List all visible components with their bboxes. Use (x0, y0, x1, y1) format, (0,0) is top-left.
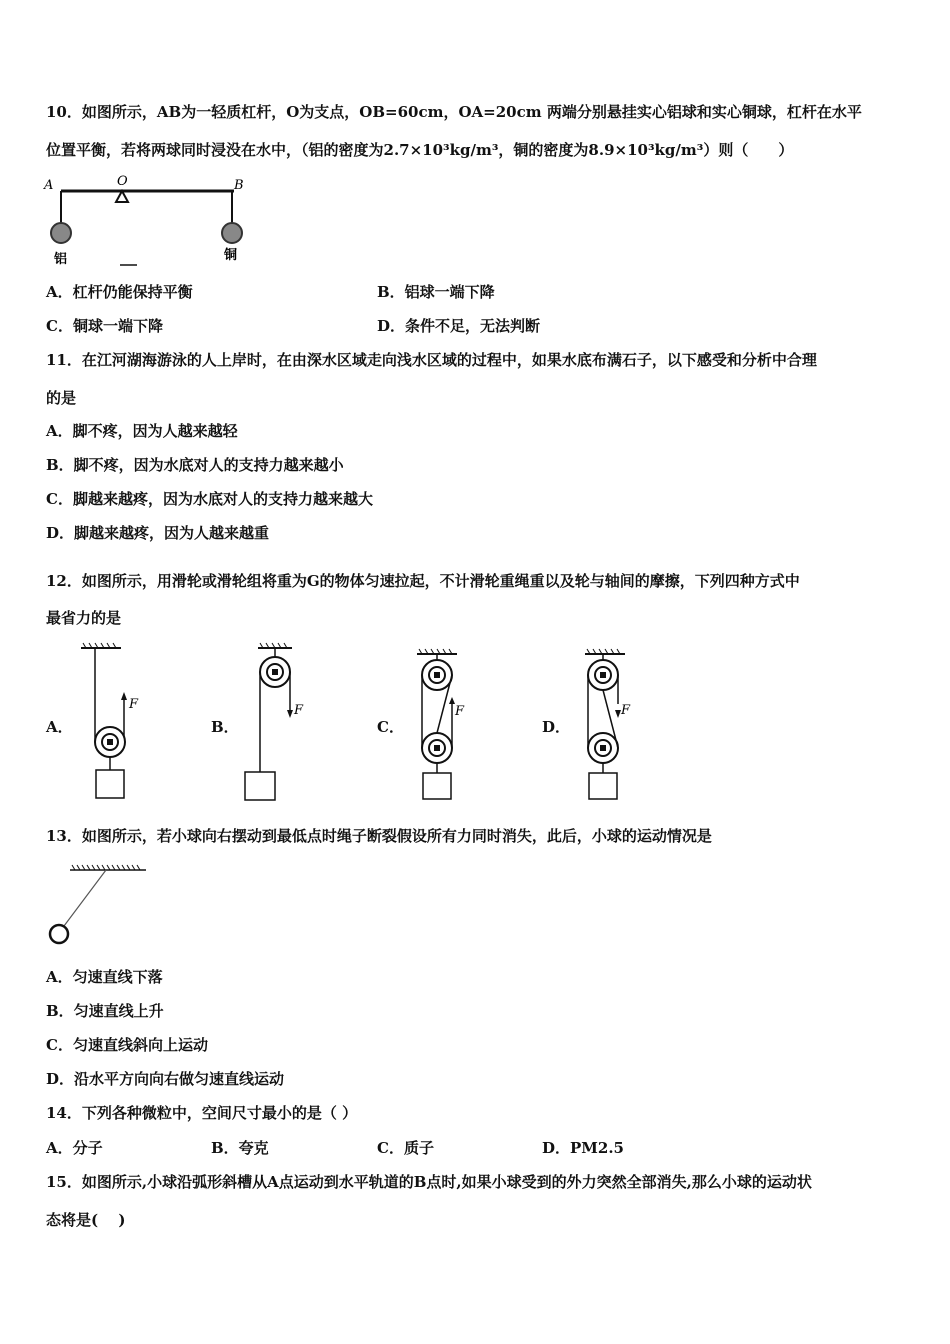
force-label-b: F (294, 703, 304, 718)
pulley-figure-b (240, 642, 320, 804)
q10-stem-line2: 位置平衡，若将两球同时浸没在水中，（铝的密度为2.7×10³kg/m³，铜的密度为8.9×10³kg/m³）则（ ） (46, 141, 794, 159)
copper-label: 铜 (224, 248, 238, 263)
q11-option-a[interactable]: A．脚不疼，因为人越来越轻 (46, 422, 238, 440)
q11-stem-line2: 的是 (46, 389, 77, 407)
pulley-figure-c (405, 642, 485, 804)
force-label-a: F (129, 697, 139, 712)
q13-stem-line1: 13．如图所示，若小球向右摆动到最低点时绳子断裂假设所有力同时消失，此后，小球的运动情况是 (46, 827, 712, 845)
q12-option-d[interactable]: D． (542, 718, 571, 736)
q14-option-b[interactable]: B．夸克 (211, 1139, 269, 1157)
force-label-d: F (621, 703, 631, 718)
q12-stem-line2: 最省力的是 (46, 609, 122, 627)
q11-option-c[interactable]: C．脚越来越疼，因为水底对人的支持力越来越大 (46, 490, 373, 508)
q12-option-b[interactable]: B． (211, 718, 239, 736)
q14-option-d[interactable]: D．PM2.5 (542, 1139, 624, 1157)
label-a: A (44, 178, 54, 193)
q14-option-a[interactable]: A．分子 (46, 1139, 103, 1157)
label-o: O (117, 174, 128, 189)
q12-stem-line1: 12．如图所示，用滑轮或滑轮组将重为G的物体匀速拉起，不计滑轮重绳重以及轮与轴间的摩擦，下列四种方式中 (46, 572, 800, 590)
q15-stem-line2: 态将是( ) (46, 1211, 126, 1229)
q11-option-d[interactable]: D．脚越来越疼，因为人越来越重 (46, 524, 270, 542)
pulley-figure-a (75, 642, 155, 804)
q10-option-c[interactable]: C．铜球一端下降 (46, 317, 163, 335)
q13-option-b[interactable]: B．匀速直线上升 (46, 1002, 164, 1020)
q14-stem-line1: 14．下列各种微粒中，空间尺寸最小的是（ ） (46, 1104, 358, 1122)
q10-option-a[interactable]: A．杠杆仍能保持平衡 (46, 283, 193, 301)
q10-option-d[interactable]: D．条件不足，无法判断 (377, 317, 541, 335)
q13-option-d[interactable]: D．沿水平方向向右做匀速直线运动 (46, 1070, 285, 1088)
q15-stem-line1: 15．如图所示,小球沿弧形斜槽从A点运动到水平轨道的B点时,如果小球受到的外力突然全部消失,那么小球的运动状 (46, 1173, 812, 1191)
q10-option-b[interactable]: B．铝球一端下降 (377, 283, 495, 301)
aluminum-label: 铝 (54, 252, 68, 267)
label-b: B (234, 178, 244, 193)
q10-stem-line1: 10．如图所示，AB为一轻质杠杆，O为支点，OB=60cm，OA=20cm 两端分别悬挂实心铝球和实心铜球，杠杆在水平 (46, 103, 862, 121)
q11-stem-line1: 11．在江河湖海游泳的人上岸时，在由深水区域走向浅水区域的过程中，如果水底布满石子，以下感受和分析中合理 (46, 351, 817, 369)
q10-lever-figure (40, 172, 260, 272)
q12-option-a[interactable]: A． (46, 718, 73, 736)
force-label-c: F (455, 704, 465, 719)
pulley-figure-d (570, 642, 650, 804)
pendulum-figure (44, 862, 154, 948)
q14-option-c[interactable]: C．质子 (377, 1139, 434, 1157)
q12-option-c[interactable]: C． (377, 718, 404, 736)
q11-option-b[interactable]: B．脚不疼，因为水底对人的支持力越来越小 (46, 456, 344, 474)
q13-option-a[interactable]: A．匀速直线下落 (46, 968, 163, 986)
q13-option-c[interactable]: C．匀速直线斜向上运动 (46, 1036, 208, 1054)
